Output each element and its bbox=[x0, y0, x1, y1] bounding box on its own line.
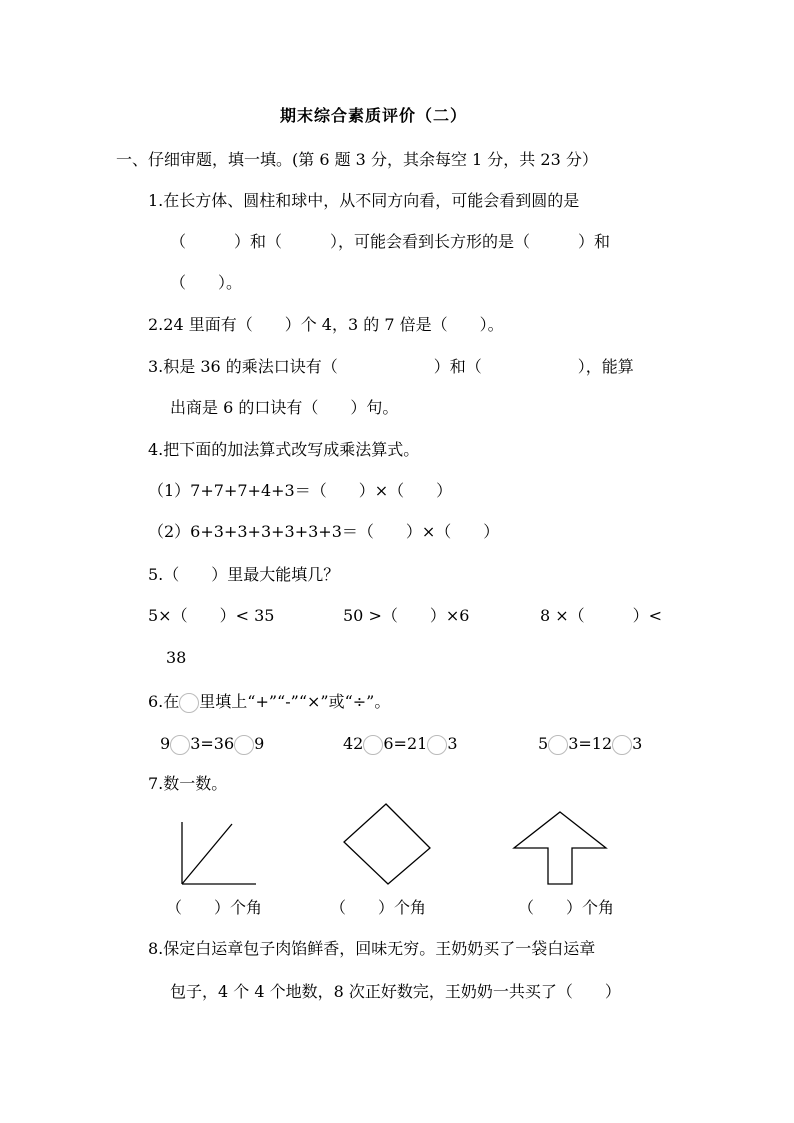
operator-circle-input[interactable] bbox=[234, 735, 254, 755]
question-5-item-c-cont: 38 bbox=[166, 648, 187, 667]
question-5-item-b: 50 >（ ）×6 bbox=[343, 606, 470, 625]
section-heading: 一、仔细审题，填一填。(第 6 题 3 分，其余每空 1 分，共 23 分） bbox=[116, 150, 598, 169]
question-4-expression-2: （2）6+3+3+3+3+3+3＝（ ）×（ ） bbox=[148, 522, 500, 541]
operator-circle-input[interactable] bbox=[170, 735, 190, 755]
page-title: 期末综合素质评价（二） bbox=[280, 106, 468, 125]
question-5-item-a: 5×（ ）< 35 bbox=[148, 606, 275, 625]
question-8-line-2: 包子，4 个 4 个地数，8 次正好数完，王奶奶一共买了（ ） bbox=[170, 982, 621, 1001]
operator-circle-input[interactable] bbox=[427, 735, 447, 755]
question-5-item-c: 8 ×（ ）< bbox=[540, 606, 663, 625]
question-2: 2.24 里面有（ ）个 4，3 的 7 倍是（ ）。 bbox=[148, 315, 504, 334]
question-1-line-1: 1.在长方体、圆柱和球中，从不同方向看，可能会看到圆的是 bbox=[148, 191, 580, 210]
arrow-figure bbox=[510, 808, 610, 890]
question-7-answer-2: （ ）个角 bbox=[330, 898, 427, 917]
question-3-line-2: 出商是 6 的口诀有（ ）句。 bbox=[170, 398, 399, 417]
question-6-item-c: 5 3=12 3 bbox=[538, 734, 643, 753]
question-3-line-1: 3.积是 36 的乘法口诀有（ ）和（ ），能算 bbox=[148, 357, 634, 376]
angle-figure bbox=[176, 818, 262, 890]
operator-circle-input[interactable] bbox=[612, 735, 632, 755]
question-7-answer-1: （ ）个角 bbox=[166, 898, 263, 917]
question-1-line-3: （ ）。 bbox=[170, 273, 243, 292]
question-6-item-a: 9 3=36 9 bbox=[160, 734, 265, 753]
question-5-heading: 5.（ ）里最大能填几？ bbox=[148, 565, 340, 584]
question-8-line-1: 8.保定白运章包子肉馅鲜香，回味无穷。王奶奶买了一袋白运章 bbox=[148, 939, 596, 958]
question-4-expression-1: （1）7+7+7+4+3＝（ ）×（ ） bbox=[148, 481, 453, 500]
circle-placeholder-icon bbox=[179, 693, 199, 713]
question-6-heading: 6.在 里填上“+”“-”“×”或“÷”。 bbox=[148, 692, 391, 711]
question-7-answer-3: （ ）个角 bbox=[518, 898, 615, 917]
question-6-item-b: 42 6=21 3 bbox=[343, 734, 458, 753]
diamond-figure bbox=[340, 800, 436, 890]
operator-circle-input[interactable] bbox=[548, 735, 568, 755]
question-7-heading: 7.数一数。 bbox=[148, 774, 228, 793]
question-1-line-2: （ ）和（ ），可能会看到长方形的是（ ）和 bbox=[170, 232, 611, 251]
question-4-heading: 4.把下面的加法算式改写成乘法算式。 bbox=[148, 440, 420, 459]
operator-circle-input[interactable] bbox=[363, 735, 383, 755]
